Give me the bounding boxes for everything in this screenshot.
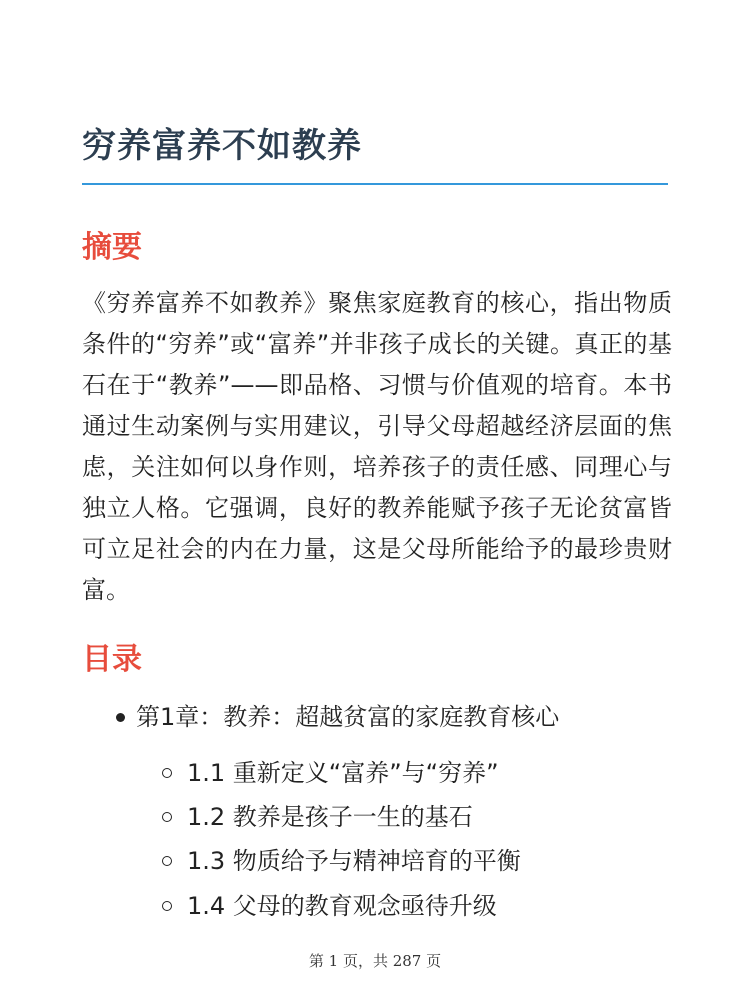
toc-chapter-label: 第1章：教养：超越贫富的家庭教育核心 — [136, 703, 560, 731]
bullet-circle-icon — [162, 812, 172, 822]
page-number-footer: 第 1 页，共 287 页 — [308, 952, 442, 970]
toc-heading: 目录 — [82, 642, 142, 677]
summary-heading: 摘要 — [82, 230, 142, 265]
book-title: 穷养富养不如教养 — [82, 126, 362, 166]
bullet-disc-icon — [116, 713, 125, 722]
toc-section-1-2[interactable] — [162, 800, 473, 834]
toc-section-label: 1.4 父母的教育观念亟待升级 — [187, 892, 497, 920]
toc-section-label: 1.1 重新定义“富养”与“穷养” — [187, 759, 499, 787]
summary-paragraph: 《穷养富养不如教养》聚焦家庭教育的核心，指出物质条件的“穷养”或“富养”并非孩子成长的关键。真正的基石在于“教养”——即品格、习惯与价值观的培育。本书通过生动案例与实用建议，引导父母超越经济层面的焦虑，关注如何以身作则，培养孩子的责任感、同理心与独立人格。它强调，良好的教养能赋予孩子无论贫富皆可立足社会的内在力量，这是父母所能给予的最珍贵财富。 — [82, 289, 672, 604]
title-divider — [82, 183, 668, 185]
toc-section-1-3[interactable] — [162, 844, 521, 878]
toc-section-1-4[interactable] — [162, 889, 497, 923]
toc-section-label: 1.3 物质给予与精神培育的平衡 — [187, 847, 521, 875]
bullet-circle-icon — [162, 768, 172, 778]
bullet-circle-icon — [162, 856, 172, 866]
toc-section-1-1[interactable] — [162, 756, 499, 790]
toc-chapter-1[interactable] — [116, 700, 559, 734]
bullet-circle-icon — [162, 901, 172, 911]
toc-section-label: 1.2 教养是孩子一生的基石 — [187, 803, 473, 831]
